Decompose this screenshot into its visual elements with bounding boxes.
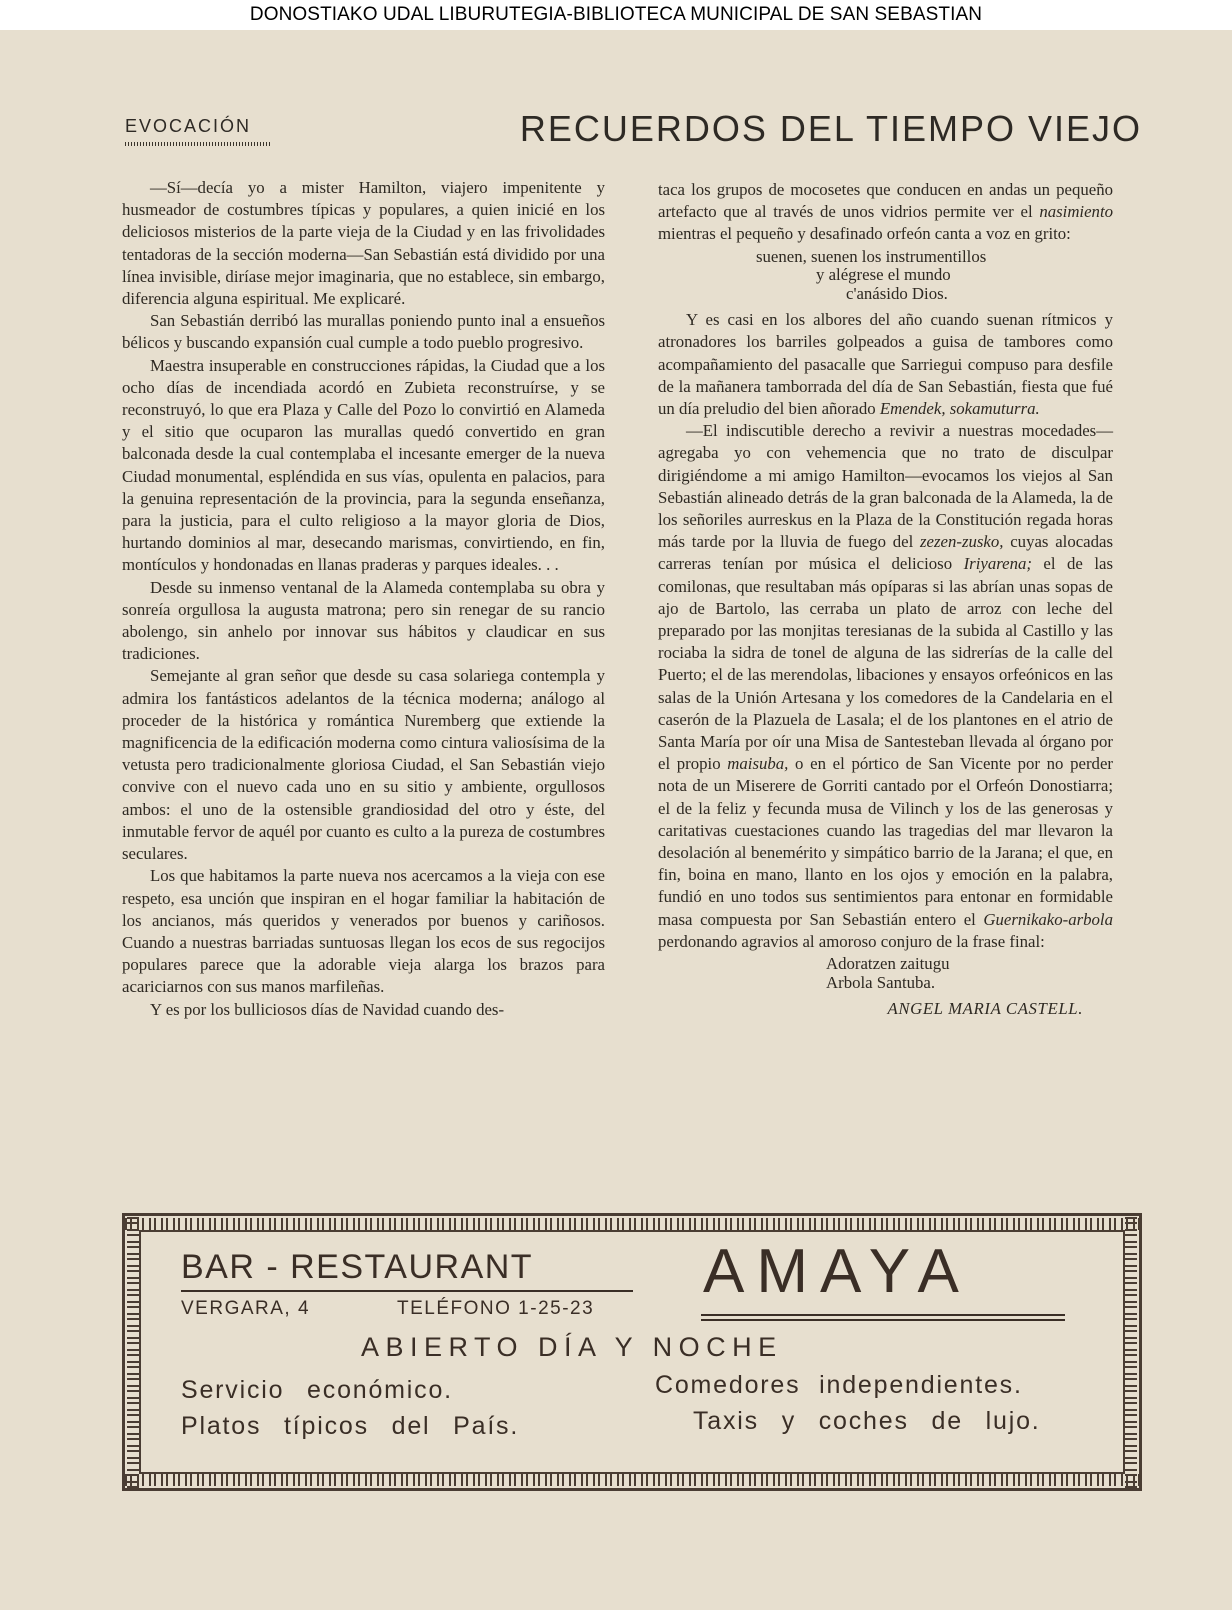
article-column-right bbox=[658, 179, 1113, 1020]
italic-term: Guernikako-arbola bbox=[983, 909, 1113, 929]
ad-feature: Servicio económico. bbox=[181, 1376, 453, 1404]
text-run: Y es casi en los albores del año cuando suenan rítmicos y atronadores los barriles golpeados a guisa de tambores como acompañamiento del pasacalle que Sarriegui compuso para desfile de la mañanera tamborrada del día de San Sebastián, fiesta que fué un día preludio del bien añorado bbox=[658, 310, 1113, 418]
divider bbox=[701, 1319, 1065, 1321]
text-run: —El indiscutible derecho a revivir a nuestras mocedades—agregaba yo con vehemencia que no trato de disculpar dirigiéndome a mi amigo Hamilton—evocamos los viejos al San Sebastián alineado detrás de la gran balconada de la Alameda, la de los señoriles aurreskus en la Plaza de la Constitución regada horas más tarde por la lluvia de fuego del bbox=[658, 421, 1113, 552]
verse-line: c'anásido Dios. bbox=[846, 283, 948, 303]
verse-line: suenen, suenen los instrumentillos bbox=[756, 246, 987, 266]
italic-term: zezen-zusko, bbox=[920, 532, 1004, 552]
paragraph: Y es por los bulliciosos días de Navidad cuando des- bbox=[150, 999, 505, 1019]
section-underline bbox=[125, 142, 271, 146]
ad-feature: Comedores independientes. bbox=[655, 1371, 1023, 1399]
decorative-border bbox=[125, 1474, 1139, 1486]
verse-block bbox=[658, 248, 1113, 304]
section-label: EVOCACIÓN bbox=[125, 116, 252, 136]
article-column-left bbox=[122, 177, 605, 1021]
paragraph: Maestra insuperable en construcciones rápidas, la Ciudad que a los ocho días de incendiada acordó en Zubieta reconstruírse, y se reconstruyó, lo que era Plaza y Calle del Pozo lo convirtió en Alameda y el sitio que ocuparon las murallas quedó convertido en gran balconada desde la cual contemplaba el incesante emerger de la nueva Ciudad monumental, espléndida en sus vías, opulenta en palacios, para la genuina representación de la provincia, para la segunda enseñanza, para la justicia, para el culto religioso a la mayor gloria de Dios, hurtando dominios al mar, desecando marismas, convirtiendo, en fin, montículos y hondonadas en llanas praderas y parques ideales. . . bbox=[122, 355, 605, 575]
paragraph bbox=[658, 179, 1113, 246]
divider bbox=[181, 1290, 633, 1292]
italic-term: nasimiento bbox=[1039, 202, 1113, 222]
paragraph: Desde su inmenso ventanal de la Alameda contemplaba su obra y sonreía orgullosa la augusta matrona; pero sin renegar de su rancio abolengo, sin anhelo por innovar sus hábitos y claudicar en sus tradiciones. bbox=[122, 577, 605, 664]
italic-term: maisuba, bbox=[727, 754, 789, 774]
ad-brand-name: AMAYA bbox=[703, 1237, 971, 1306]
article-title: RECUERDOS DEL TIEMPO VIEJO bbox=[519, 108, 1142, 149]
magazine-page bbox=[0, 30, 1232, 1610]
decorative-border bbox=[1125, 1216, 1137, 1488]
text-run: taca los grupos de mocosetes que conducen en andas un pequeño artefacto que al través de unos vidrios permite ver el bbox=[658, 180, 1113, 222]
ad-hours: ABIERTO DÍA Y NOCHE bbox=[361, 1332, 783, 1362]
ad-feature: Platos típicos del País. bbox=[181, 1412, 520, 1440]
text-run: mientras el pequeño y desafinado orfeón canta a voz en grito: bbox=[658, 224, 1071, 244]
italic-term: Emendek, sokamuturra. bbox=[879, 398, 1040, 418]
italic-term: Iriyarena; bbox=[963, 554, 1032, 574]
paragraph bbox=[658, 309, 1113, 420]
verse-line: Adoratzen zaitugu bbox=[826, 954, 950, 973]
ad-feature: Taxis y coches de lujo. bbox=[693, 1407, 1041, 1435]
verse-line: Arbola Santuba. bbox=[826, 972, 936, 992]
decorative-border bbox=[127, 1216, 139, 1488]
paragraph: —Sí—decía yo a mister Hamilton, viajero impenitente y husmeador de costumbres típicas y populares, a quien inicié en los deliciosos misterios de la parte vieja de la Ciudad y en las frivolidades tentadoras de la sección moderna—San Sebastián está dividido por una línea invisible, diríase mejor imaginaria, que no establece, sin embargo, diferencia alguna espiritual. Me explicaré. bbox=[122, 178, 605, 309]
ad-business-type: BAR - RESTAURANT bbox=[181, 1248, 534, 1286]
verse-block bbox=[658, 955, 1113, 992]
ad-phone: TELÉFONO 1-25-23 bbox=[397, 1298, 595, 1319]
text-run: o en el pórtico de San Vicente por no perder nota de un Miserere de Gorriti cantado por el Orfeón Donostiarra; el de la feliz y fecunda musa de Vilinch y los de las generosas y caritativas cuestaciones cuando las tragedias del mar llevaron la desolación al benemérito y simpático barrio de la Jarana; el que, en fin, boina en mano, llanto en los ojos y emoción en la palabra, fundió en uno todos sus sentimientos para entonar en formidable masa compuesta por San Sebastián entero el bbox=[658, 754, 1113, 929]
ad-address: VERGARA, 4 bbox=[181, 1298, 311, 1319]
paragraph: Semejante al gran señor que desde su casa solariega contempla y admira los fantásticos adelantos de la técnica moderna; análogo al proceder de la histórica y romántica Nuremberg que extiende la magnificencia de la edificación moderna como cintura valiosísima de la vetusta pero tradicionalmente gloriosa Ciudad, el San Sebastián viejo convive con el nuevo cada uno en su sitio y ambiente, orgullosos ambos: el uno de la ostensible grandiosidad del otro y éste, del inmutable fervor de aquél por cuanto es culto a la pureza de costumbres seculares. bbox=[122, 666, 605, 864]
decorative-border bbox=[125, 1218, 1139, 1230]
text-run: el de las comilonas, que resultaban más opíparas si las abrían unas sopas de ajo de Bartolo, las cerraba un plato de arroz con leche del preparado por las monjitas teresianas de la subida al Castillo y las rociaba la sidra de tonel de alguna de las sidrerías de la calle del Puerto; el de las merendolas, libaciones y ensayos orfeónicos en las salas de la Unión Artesana y los comedores de la Candelaria en el caserón de la Plazuela de Lasala; el de los plantones en el atrio de Santa María por oír una Misa de Santesteban llevada al órgano por el propio bbox=[658, 554, 1113, 774]
author-signature: ANGEL MARIA CASTELL. bbox=[887, 999, 1083, 1018]
paragraph: San Sebastián derribó las murallas poniendo punto inal a ensueños bélicos y buscando expansión cual cumple a todo pueblo progresivo. bbox=[122, 311, 605, 353]
text-run: perdonando agravios al amoroso conjuro de la frase final: bbox=[658, 931, 1045, 951]
text-run: cuyas alocadas carreras tenían por música el delicioso bbox=[658, 532, 1113, 574]
verse-line: y alégrese el mundo bbox=[816, 265, 951, 285]
paragraph: Los que habitamos la parte nueva nos acercamos a la vieja con ese respeto, esa unción que inspiran en el hogar familiar la habitación de los ancianos, más queridos y venerados por buenos y cariñosos. Cuando a nuestras barriadas suntuosas llegan los ecos de sus regocijos populares parece que la adorable vieja alarga los brazos para acariciarnos con sus manos marfileñas. bbox=[122, 866, 605, 997]
advertisement-box bbox=[122, 1213, 1142, 1491]
divider bbox=[701, 1314, 1065, 1316]
library-header: DONOSTIAKO UDAL LIBURUTEGIA-BIBLIOTECA MUNICIPAL DE SAN SEBASTIAN bbox=[0, 0, 1232, 30]
paragraph bbox=[658, 420, 1113, 953]
